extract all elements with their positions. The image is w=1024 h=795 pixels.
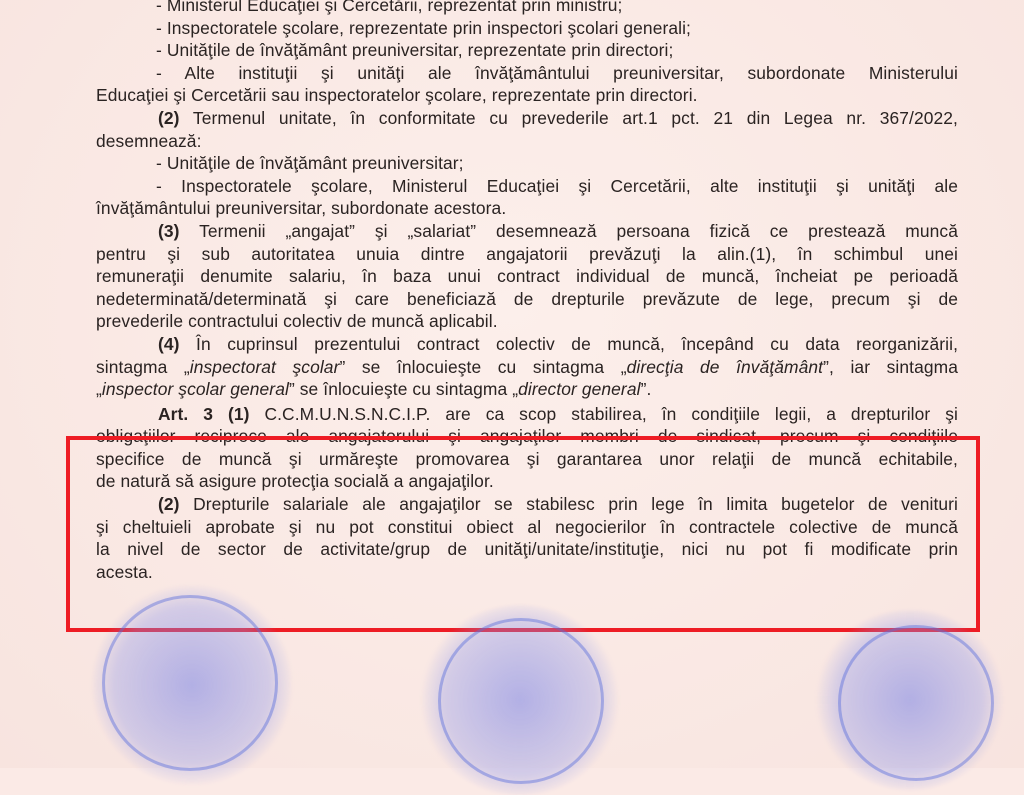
italic-term: direcţia de învăţământ	[626, 356, 824, 377]
text-line: prevederile contractului colectiv de muncă aplicabil.	[96, 311, 498, 332]
text-span: ” se înlocuieşte cu sintagma „	[288, 379, 519, 400]
italic-term: inspectorat şcolar	[189, 356, 340, 377]
text-line: - Unităţile de învăţământ preuniversitar, reprezentate prin directori;	[156, 40, 674, 61]
article-label: Art. 3 (1)	[158, 403, 250, 424]
text-line	[96, 220, 958, 243]
text-line: pentru şi sub autoritatea unuia dintre angajatorii prevăzuţi la alin.(1), în schimbul unei	[96, 243, 958, 264]
text-line	[96, 333, 958, 356]
stamp-center-ring	[438, 618, 604, 784]
text-line: - Alte instituţii şi unităţi ale învăţământului preuniversitar, subordonate Ministerului	[156, 62, 958, 83]
stamp-left-ring	[102, 595, 278, 771]
text-span: C.C.M.U.N.S.N.C.I.P. are ca scop stabilirea, în condiţiile legii, a drepturilor şi	[249, 403, 958, 424]
text-line: de natură să asigure protecţia socială a angajaţilor.	[96, 471, 494, 492]
text-line: învăţământului preuniversitar, subordonate acestora.	[96, 198, 507, 219]
paragraph-number: (2)	[158, 107, 180, 128]
text-line: şi cheltuieli aprobate şi nu pot constitui obiect al negocierilor în contractele colective de muncă	[96, 516, 958, 537]
text-line: - Inspectoratele şcolare, Ministerul Educaţiei şi Cercetării, alte instituţii şi unităţi ale	[156, 175, 958, 196]
stamp-right-ring	[838, 625, 994, 781]
text-line: Educaţiei şi Cercetării sau inspectoratelor şcolare, reprezentate prin directori.	[96, 85, 698, 106]
text-span: ”, iar sintagma	[823, 356, 958, 377]
italic-term: inspector şcolar general	[101, 379, 289, 400]
paragraph-number: (4)	[158, 333, 180, 354]
text-line: remuneraţii denumite salariu, în baza unui contract individual de muncă, încheiat pe perioadă	[96, 266, 958, 287]
text-span: Termenul unitate, în conformitate cu prevederile art.1 pct. 21 din Legea nr. 367/2022,	[179, 107, 958, 128]
text-span: Termenii „angajat” şi „salariat” desemnează persoana fizică ce prestează muncă	[179, 220, 958, 241]
text-span: Drepturile salariale ale angajaţilor se stabilesc prin lege în limita bugetelor de venituri	[179, 494, 958, 515]
text-line	[96, 403, 958, 426]
paragraph-number: (2)	[158, 494, 180, 515]
text-line: specifice de muncă şi urmăreşte promovarea şi garantarea unor relaţii de muncă echitabile,	[96, 448, 958, 469]
text-line: nedeterminată/determinată şi care beneficiază de drepturile prevăzute de lege, precum şi de	[96, 288, 958, 309]
text-span: ” se înlocuieşte cu sintagma „	[339, 356, 627, 377]
text-line: - Unităţile de învăţământ preuniversitar;	[156, 153, 464, 174]
italic-term: director general	[518, 379, 641, 400]
text-line: acesta.	[96, 561, 153, 582]
text-line	[96, 356, 958, 379]
text-span: În cuprinsul prezentului contract colectiv de muncă, începând cu data reorganizării,	[179, 333, 958, 354]
text-line	[96, 107, 958, 130]
text-line: - Inspectoratele şcolare, reprezentate prin inspectori şcolari generali;	[156, 17, 691, 38]
paragraph-number: (3)	[158, 220, 180, 241]
text-line	[96, 378, 958, 401]
text-line: desemnează:	[96, 130, 202, 151]
text-span: „	[96, 379, 102, 400]
text-line: la nivel de sector de activitate/grup de unităţi/unitate/instituţie, nici nu pot fi modificate prin	[96, 539, 958, 560]
text-span: ”.	[640, 379, 652, 400]
text-line: - Ministerul Educaţiei şi Cercetării, reprezentat prin ministru;	[156, 0, 623, 15]
text-line: obligaţiilor reciproce ale angajatorului şi angajaţilor membri de sindicat, precum şi condiţiile	[96, 426, 958, 447]
text-span: sintagma „	[96, 356, 190, 377]
